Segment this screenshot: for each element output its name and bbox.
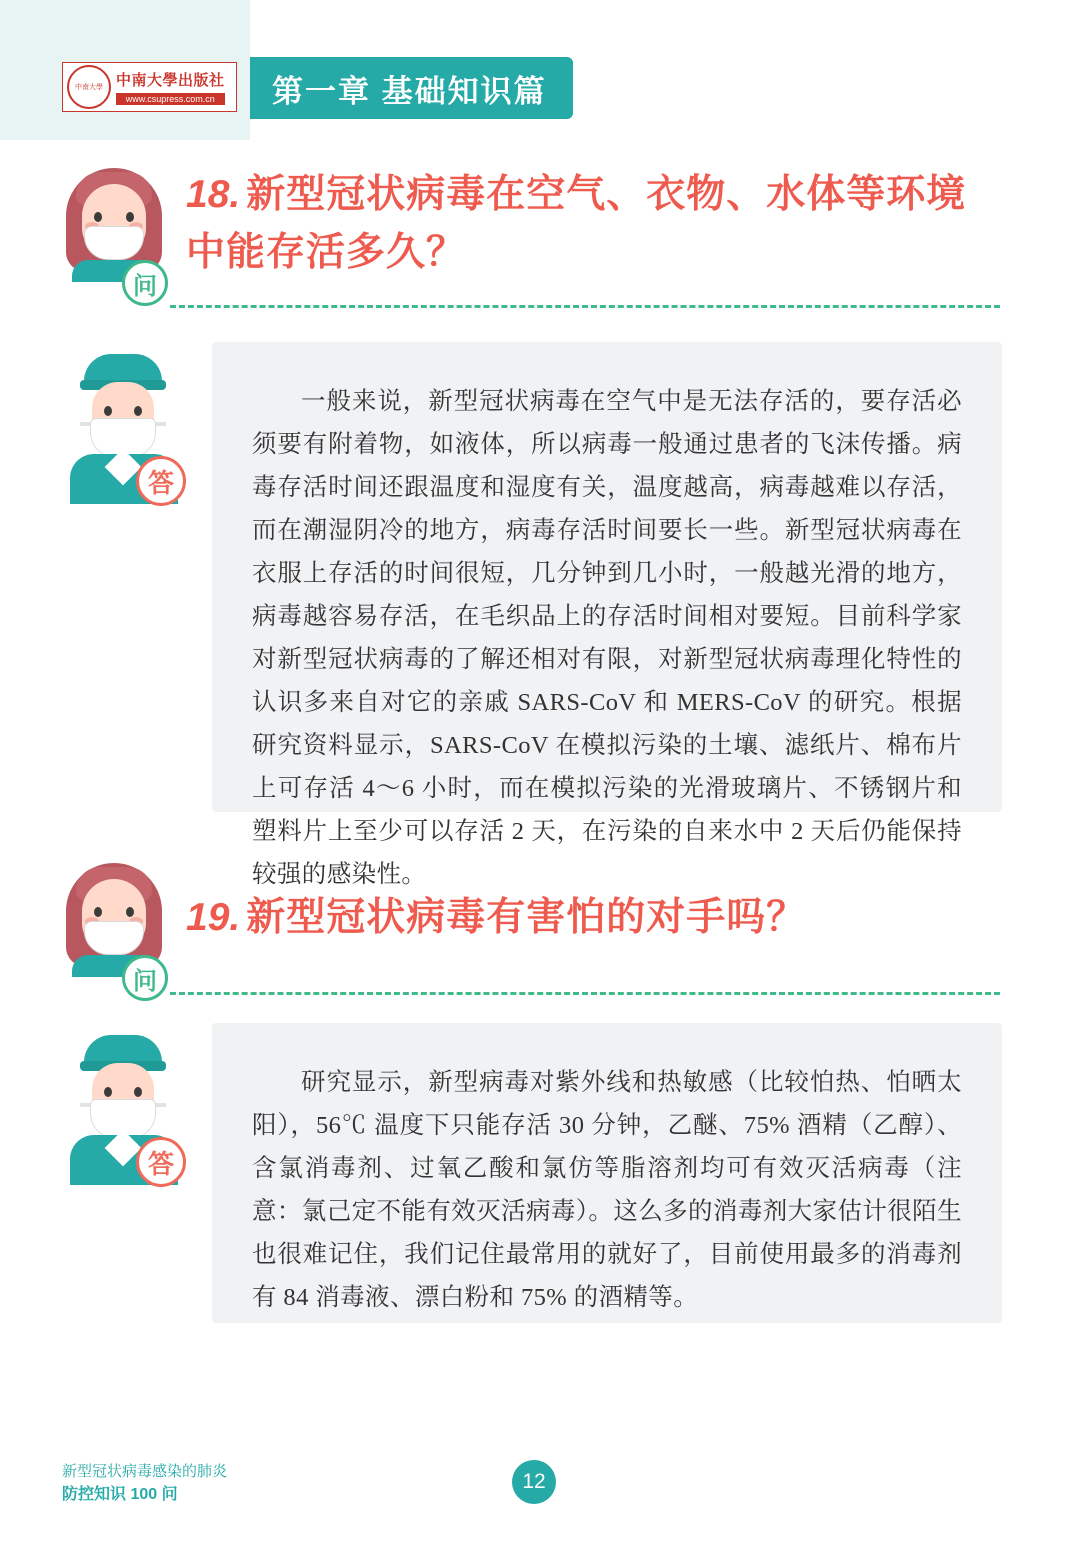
question-badge: 问 <box>122 955 168 1001</box>
answer-badge: 答 <box>136 456 186 506</box>
question-text-18: 新型冠状病毒在空气、衣物、水体等环境中能存活多久？ <box>186 173 967 274</box>
qa-block-18 <box>0 150 1080 888</box>
question-text-19: 新型冠状病毒有害怕的对手吗？ <box>246 896 807 939</box>
page-number: 12 <box>512 1460 556 1504</box>
page-header <box>0 0 1080 140</box>
answer-text-19: 研究显示，新型病毒对紫外线和热敏感（比较怕热、怕晒太阳），56℃ 温度下只能存活 30 分钟，乙醚、75% 酒精（乙醇）、含氯消毒剂、过氧乙酸和氯仿等脂溶剂均可有效灭活病毒（注意：氯己定不能有效灭活病毒）。这么多的消毒剂大家估计很陌生也很难记住，我们记住最常用的就好了，目前使用最多的消毒剂有 84 消毒液、漂白粉和 75% 的酒精等。 <box>252 1069 962 1311</box>
publisher-text <box>116 69 225 105</box>
question-row-18 <box>0 150 1080 300</box>
question-number-18: 18. <box>186 173 241 216</box>
answer-badge: 答 <box>136 1137 186 1187</box>
answer-box-18 <box>212 342 1002 888</box>
question-title-18 <box>186 166 1006 282</box>
answer-text-18: 一般来说，新型冠状病毒在空气中是无法存活的，要存活必须要有附着物，如液体，所以病毒一般通过患者的飞沫传播。病毒存活时间还跟温度和湿度有关，温度越高，病毒越难以存活，而在潮湿阴冷的地方，病毒存活时间要长一些。新型冠状病毒在衣服上存活的时间很短，几分钟到几小时，一般越光滑的地方，病毒越容易存活，在毛织品上的存活时间相对要短。目前科学家对新型冠状病毒的了解还相对有限，对新型冠状病毒理化特性的认识多来自对它的亲戚 SARS-CoV 和 MERS-CoV 的研究。根据研究资料显示，SARS-CoV 在模拟污染的土壤、滤纸片、棉布片上可存活 4～6 小时，而在模拟污染的光滑玻璃片、不锈钢片和塑料片上至少可以存活 2 天，在污染的自来水中 2 天后仍能保持较强的感染性。 <box>252 388 962 888</box>
footer-brand <box>62 1460 227 1506</box>
qa-block-19 <box>0 845 1080 1311</box>
divider-dashed <box>170 305 1000 308</box>
question-number-19: 19. <box>186 896 241 939</box>
publisher-name: 中南大學出版社 <box>116 73 225 89</box>
chapter-title-tab: 第一章 基础知识篇 <box>250 57 573 119</box>
footer-brand-line1: 新型冠状病毒感染的肺炎 <box>62 1463 228 1480</box>
divider-dashed <box>170 992 1000 995</box>
footer-brand-line2: 防控知识 100 问 <box>62 1486 178 1503</box>
answer-box-19 <box>212 1023 1002 1323</box>
girl-character-icon <box>58 164 170 276</box>
publisher-url: www.csupress.com.cn <box>116 93 225 105</box>
girl-character-icon <box>58 859 170 971</box>
question-title-19 <box>186 889 1006 947</box>
publisher-logo <box>62 62 237 112</box>
asker-avatar <box>58 164 170 276</box>
question-row-19 <box>0 845 1080 995</box>
asker-avatar <box>58 859 170 971</box>
publisher-seal-icon: 中南大學 <box>67 65 111 109</box>
question-badge: 问 <box>122 260 168 306</box>
page-footer <box>0 1460 1080 1560</box>
